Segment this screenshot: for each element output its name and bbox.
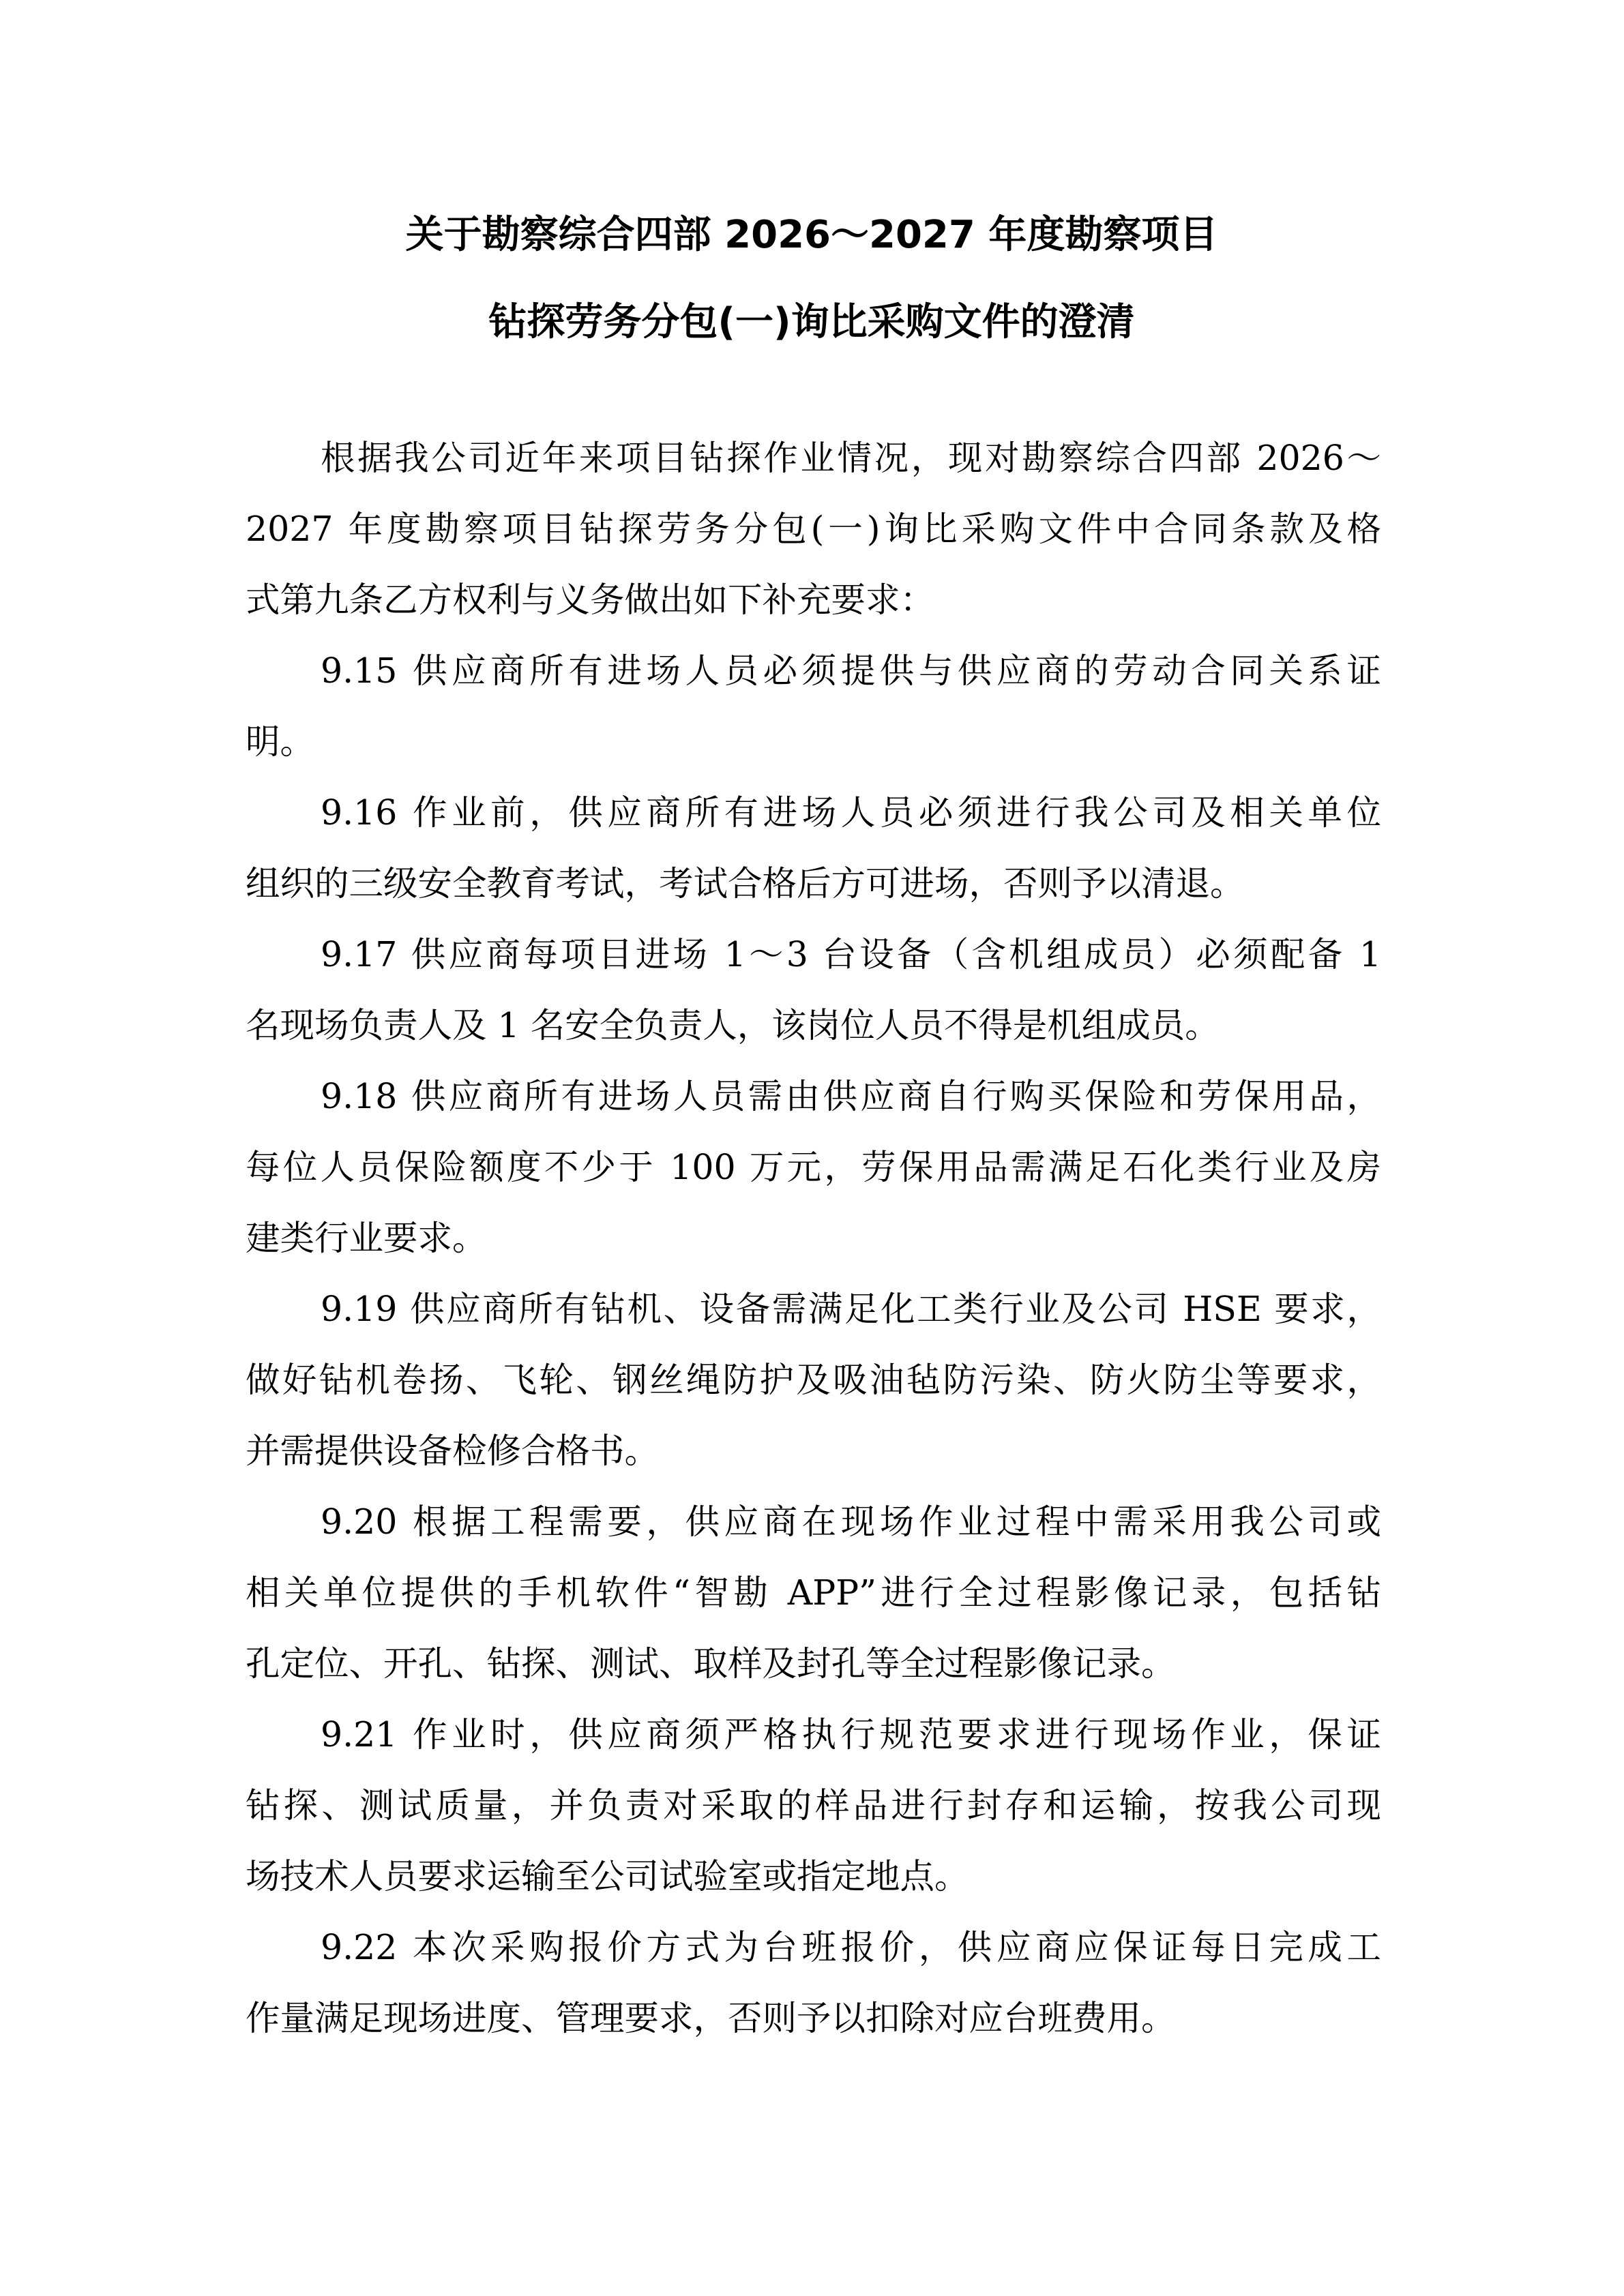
text-line: 场技术人员要求运输至公司试验室或指定地点。 <box>246 1856 969 1896</box>
text-line: 每位人员保险额度不少于 100 万元，劳保用品需满足石化类行业及房 <box>246 1147 1381 1187</box>
paragraph-9-18 <box>246 1061 1381 1274</box>
document-title-line-2: 钻探劳务分包(一)询比采购文件的澄清 <box>488 300 1135 344</box>
text-line: 9.21 作业时，供应商须严格执行规范要求进行现场作业，保证 <box>321 1714 1381 1755</box>
text-line: 9.16 作业前，供应商所有进场人员必须进行我公司及相关单位 <box>321 792 1381 833</box>
text-line: 钻探、测试质量，并负责对采取的样品进行封存和运输，按我公司现 <box>246 1785 1381 1825</box>
paragraph-9-20 <box>246 1487 1381 1699</box>
text-line: 孔定位、开孔、钻探、测试、取样及封孔等全过程影像记录。 <box>246 1643 1176 1684</box>
document-body <box>246 423 1381 2054</box>
text-line: 式第九条乙方权利与义务做出如下补充要求： <box>246 580 934 620</box>
text-line: 9.20 根据工程需要，供应商在现场作业过程中需采用我公司或 <box>321 1502 1381 1542</box>
paragraph-9-17 <box>246 919 1381 1061</box>
text-line: 作量满足现场进度、管理要求，否则予以扣除对应台班费用。 <box>246 1998 1176 2038</box>
text-line: 并需提供设备检修合格书。 <box>246 1431 659 1471</box>
text-line: 9.19 供应商所有钻机、设备需满足化工类行业及公司 HSE 要求， <box>321 1289 1381 1329</box>
paragraph-9-22 <box>246 1912 1381 2054</box>
paragraph-9-19 <box>246 1274 1381 1487</box>
text-line: 2027 年度勘察项目钻探劳务分包(一)询比采购文件中合同条款及格 <box>246 509 1381 549</box>
text-line: 做好钻机卷扬、飞轮、钢丝绳防护及吸油毡防污染、防火防尘等要求， <box>246 1360 1381 1400</box>
text-line: 相关单位提供的手机软件“智勘 APP”进行全过程影像记录，包括钻 <box>246 1572 1381 1613</box>
paragraph-9-21 <box>246 1699 1381 1912</box>
paragraph-9-16 <box>246 777 1381 919</box>
paragraph-intro <box>246 423 1381 636</box>
text-line: 根据我公司近年来项目钻探作业情况，现对勘察综合四部 2026～ <box>321 438 1381 478</box>
text-line: 组织的三级安全教育考试，考试合格后方可进场，否则予以清退。 <box>246 863 1245 904</box>
document-title-line-1: 关于勘察综合四部 2026～2027 年度勘察项目 <box>405 213 1218 257</box>
text-line: 9.15 供应商所有进场人员必须提供与供应商的劳动合同关系证 <box>321 651 1381 691</box>
paragraph-9-15 <box>246 636 1381 777</box>
text-line: 9.17 供应商每项目进场 1～3 台设备（含机组成员）必须配备 1 <box>321 934 1381 974</box>
text-line: 名现场负责人及 1 名安全负责人，该岗位人员不得是机组成员。 <box>246 1005 1220 1045</box>
text-line: 明。 <box>246 721 314 762</box>
text-line: 9.18 供应商所有进场人员需由供应商自行购买保险和劳保用品， <box>321 1076 1381 1116</box>
text-line: 建类行业要求。 <box>246 1218 487 1258</box>
text-line: 9.22 本次采购报价方式为台班报价，供应商应保证每日完成工 <box>321 1927 1381 1967</box>
